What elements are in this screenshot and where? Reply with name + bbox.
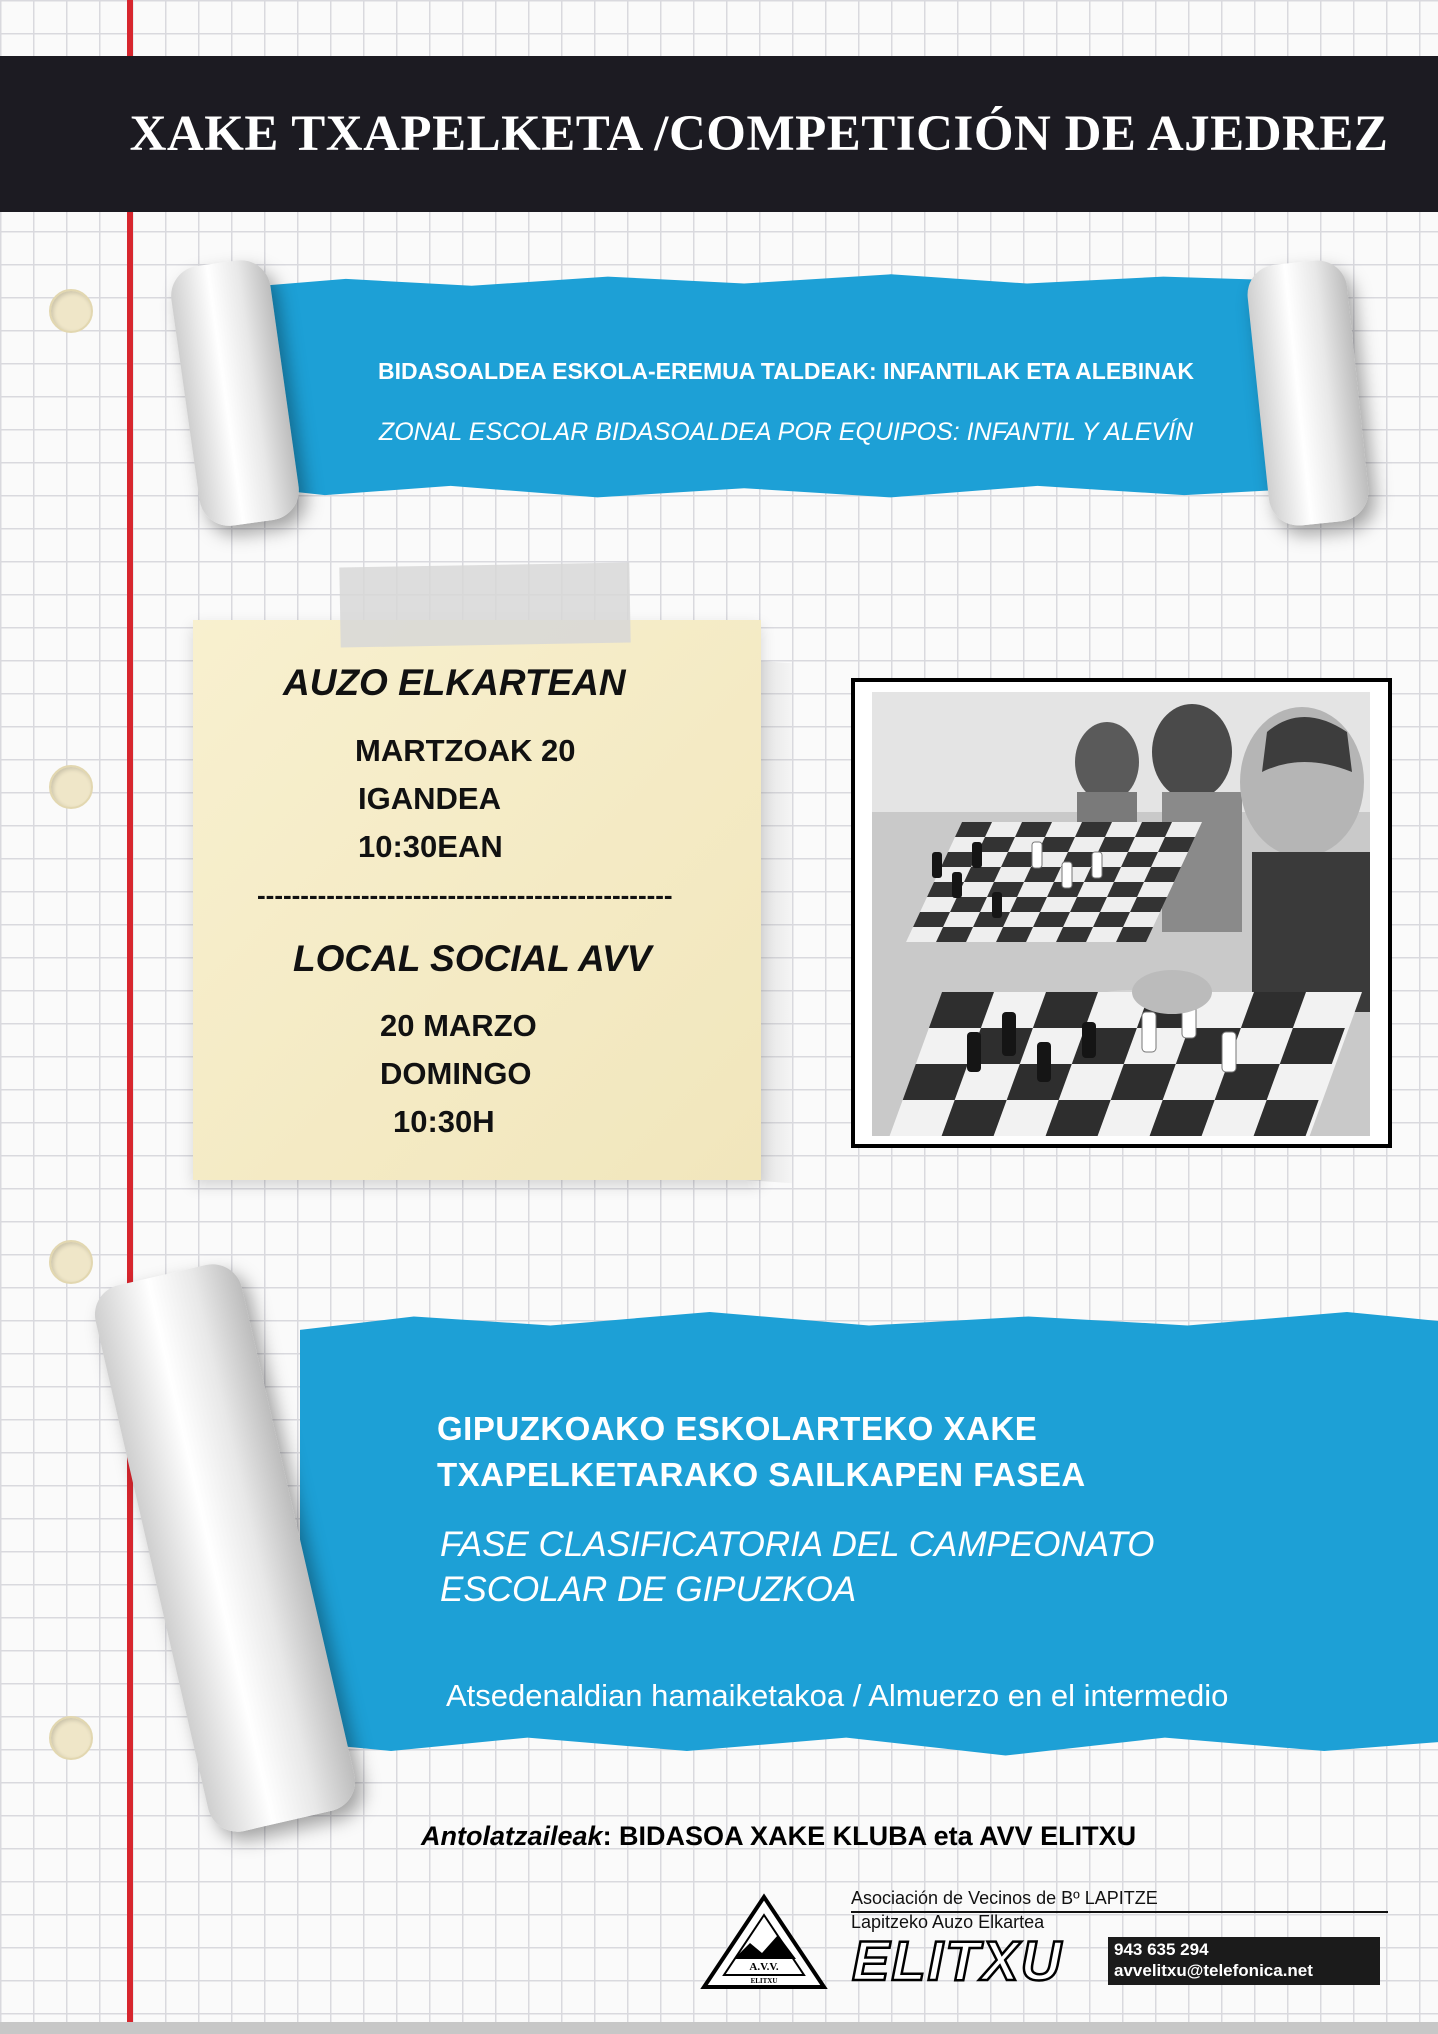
- chess-kids-photo: [872, 692, 1370, 1136]
- emblem-bottom-text: ELITXU: [750, 1977, 778, 1985]
- note-date-eu: MARTZOAK 20: [355, 733, 576, 768]
- phase-title-eu-line1: GIPUZKOAKO ESKOLARTEKO XAKE: [437, 1410, 1038, 1447]
- elitxu-logo-text: ELITXU: [852, 1929, 1064, 1992]
- phase-title-es-line2: ESCOLAR DE GIPUZKOA: [440, 1570, 857, 1609]
- organizers-line: [421, 1821, 1136, 1852]
- margin-line: [127, 0, 133, 2034]
- punch-hole: [49, 1240, 93, 1284]
- break-note: Atsedenaldian hamaiketakoa / Almuerzo en el intermedio: [446, 1678, 1229, 1713]
- banner-subtitle-es: ZONAL ESCOLAR BIDASOALDEA POR EQUIPOS: INFANTIL Y ALEVÍN: [378, 418, 1194, 446]
- poster-title: XAKE TXAPELKETA /COMPETICIÓN DE AJEDREZ: [129, 106, 1389, 162]
- organizers-names: : BIDASOA XAKE KLUBA eta AVV ELITXU: [602, 1821, 1137, 1851]
- note-divider: ------------------------------------------------: [257, 880, 673, 910]
- avv-emblem: [700, 1893, 828, 1998]
- association-name-eu: Lapitzeko Auzo Elkartea: [851, 1912, 1045, 1932]
- bottom-strip: [0, 2022, 1438, 2034]
- association-name: Asociación de Vecinos de Bº LAPITZE: [851, 1888, 1158, 1908]
- banner-subtitle-eu: BIDASOALDEA ESKOLA-EREMUA TALDEAK: INFANTILAK ETA ALEBINAK: [377, 358, 1195, 384]
- tape-strip: [339, 562, 630, 647]
- punch-hole: [49, 765, 93, 809]
- note-title-eu: AUZO ELKARTEAN: [283, 662, 626, 703]
- phase-title-eu-line2: TXAPELKETARAKO SAILKAPEN FASEA: [437, 1456, 1086, 1493]
- punch-hole: [49, 1716, 93, 1760]
- note-date-es: 20 MARZO: [380, 1008, 537, 1043]
- phase-title-es-line1: FASE CLASIFICATORIA DEL CAMPEONATO: [440, 1525, 1155, 1564]
- top-banner: [262, 272, 1310, 502]
- note-time-es: 10:30H: [393, 1104, 495, 1139]
- note-title-es: LOCAL SOCIAL AVV: [293, 938, 652, 979]
- emblem-top-text: A.V.V.: [749, 1961, 779, 1973]
- contact-email: avvelitxu@telefonica.net: [1114, 1961, 1313, 1980]
- contact-phone: 943 635 294: [1114, 1940, 1209, 1959]
- organizers-label: Antolatzaileak: [421, 1821, 603, 1851]
- note-day-eu: IGANDEA: [358, 781, 501, 816]
- note-time-eu: 10:30EAN: [358, 829, 503, 864]
- note-day-es: DOMINGO: [380, 1056, 532, 1091]
- punch-hole: [49, 289, 93, 333]
